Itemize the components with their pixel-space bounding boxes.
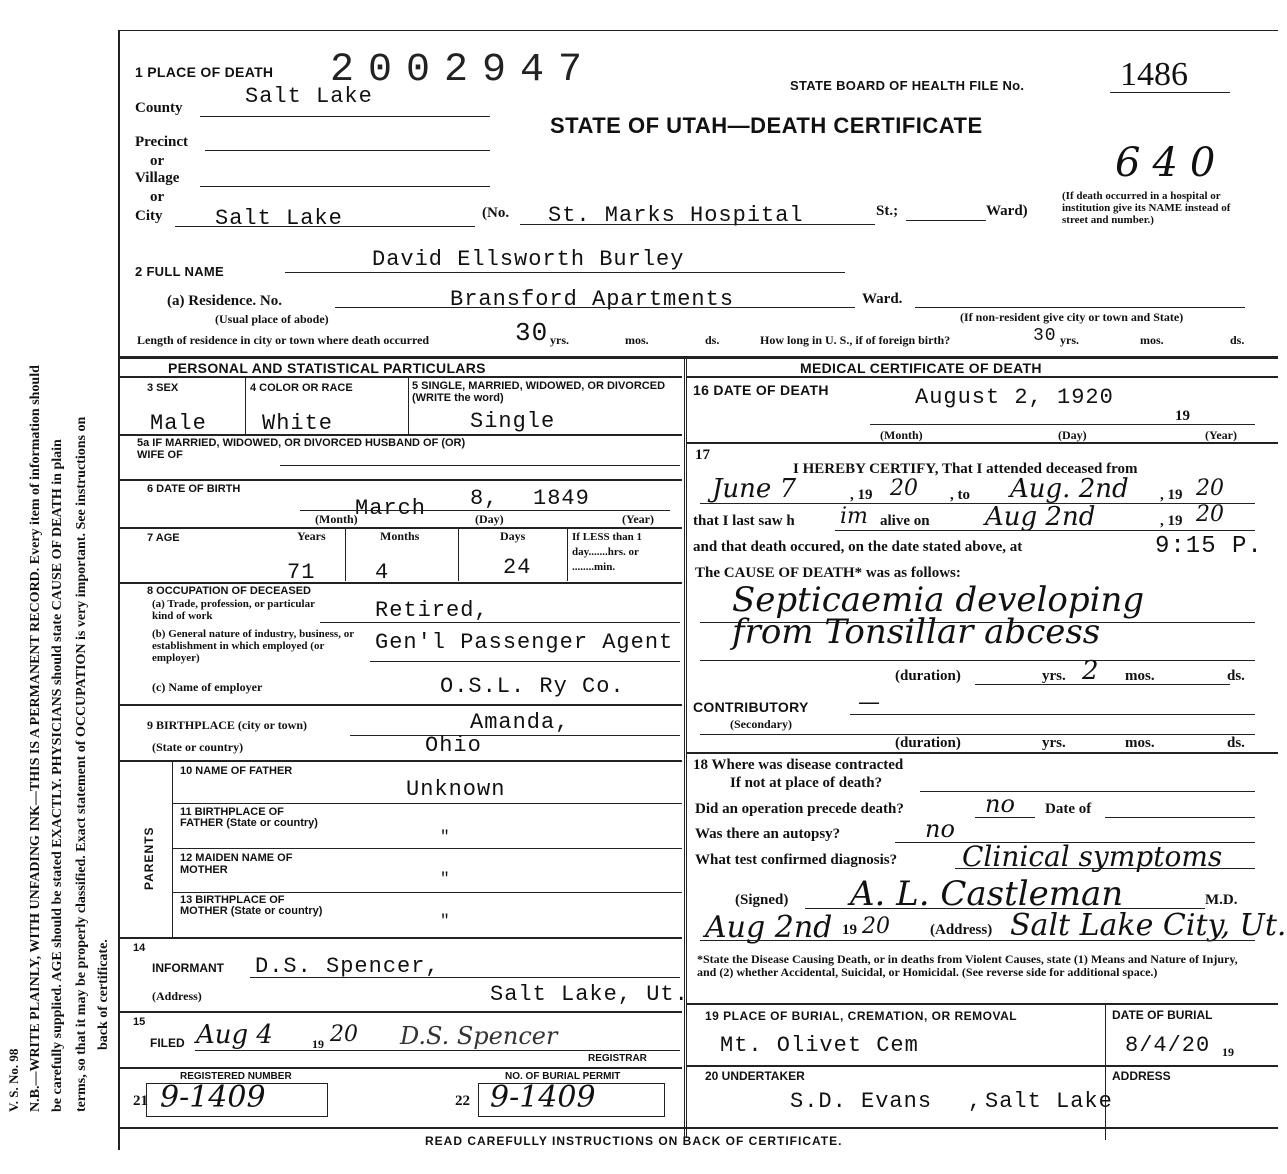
section-17-number: 17 — [695, 447, 710, 463]
doctor-address-value: Salt Lake City, Ut. — [1010, 908, 1287, 943]
certify-text: I HEREBY CERTIFY, That I attended deceased from — [793, 461, 1138, 477]
test-label: What test confirmed diagnosis? — [695, 852, 898, 868]
medical-heading: MEDICAL CERTIFICATE OF DEATH — [800, 360, 1042, 376]
vs-number: V. S. No. 98 — [6, 1048, 21, 1112]
alive-on-label: alive on — [880, 513, 930, 529]
md-label: M.D. — [1205, 892, 1238, 908]
undertaker-address-label: ADDRESS — [1112, 1069, 1171, 1083]
burial-permit-label: NO. OF BURIAL PERMIT — [505, 1071, 621, 1082]
margin-line-1: N.B.—WRITE PLAINLY, WITH UNFADING INK—THIS IS A PERMANENT RECORD. Every item of information should — [28, 365, 43, 1112]
duration-mos: mos. — [1125, 668, 1155, 684]
margin-line-3: terms, so that it may be properly classified. Exact statement of OCCUPATION is very important. See instructions on — [74, 416, 89, 1112]
less-than-day-label: If LESS than 1 day.......hrs. or ........min. — [572, 531, 643, 573]
industry-label: (b) General nature of industry, business, or establishment in which employed (or employer) — [152, 628, 354, 664]
age-years-value: 71 — [287, 560, 316, 585]
usual-place-label: (Usual place of abode) — [215, 312, 329, 326]
spouse-label: 5a IF MARRIED, WIDOWED, OR DIVORCED HUSBAND OF (OR) WIFE OF — [137, 437, 466, 461]
date-of-death-value: August 2, 1920 — [915, 385, 1114, 410]
birthplace-label: 9 BIRTHPLACE (city or town) — [147, 718, 308, 732]
attended-from-value: June 7 — [712, 474, 797, 504]
informant-address-value: Salt Lake, Ut. — [490, 982, 689, 1007]
color-value: White — [262, 411, 334, 436]
no-label: (No. — [482, 205, 510, 221]
registrar-signature: D.S. Spencer — [400, 1022, 558, 1050]
dob-year-caption: (Year) — [622, 512, 654, 526]
hospital-note: (If death occurred in a hospital or institution give its NAME instead of street and number.) — [1062, 190, 1231, 226]
operation-value: no — [985, 790, 1015, 818]
undertaker-label: 20 UNDERTAKER — [705, 1069, 805, 1083]
duration-mos-2: mos. — [1125, 735, 1155, 751]
dob-label: 6 DATE OF BIRTH — [147, 483, 241, 495]
color-label: 4 COLOR OR RACE — [250, 382, 353, 394]
father-value: Unknown — [406, 777, 506, 802]
father-birthplace-label: 11 BIRTHPLACE OF FATHER (State or country) — [180, 806, 318, 829]
filed-year-value: 20 — [330, 1022, 358, 1047]
marital-value: Single — [470, 409, 556, 434]
duration-label-2: (duration) — [895, 735, 961, 751]
burial-date-value: 8/4/20 — [1125, 1033, 1211, 1058]
foreign-label: How long in U. S., if of foreign birth? — [760, 333, 951, 347]
village-label: Village — [135, 170, 180, 186]
personal-heading: PERSONAL AND STATISTICAL PARTICULARS — [168, 360, 486, 376]
last-saw-label: that I last saw h — [693, 513, 795, 529]
father-birthplace-value: " — [440, 828, 451, 846]
registered-number-value: 9-1409 — [160, 1080, 266, 1115]
age-years-label: Years — [297, 529, 326, 543]
section-15-number: 15 — [133, 1016, 146, 1028]
dob-year-value: 1849 — [533, 486, 590, 511]
q18-label: 18 Where was disease contracted — [693, 757, 904, 773]
age-days-label: Days — [500, 529, 526, 543]
last-saw-h-value: im — [840, 504, 868, 529]
or-label-1: or — [150, 153, 165, 169]
last-saw-date-value: Aug 2nd — [985, 502, 1096, 532]
death-19: 19 — [1175, 408, 1190, 424]
certificate-title: STATE OF UTAH—DEATH CERTIFICATE — [550, 113, 983, 138]
time-of-death-value: 9:15 P. — [1155, 533, 1263, 560]
attended-19b: , 19 — [1160, 487, 1183, 503]
cause-line-1: Septicaemia developing — [732, 580, 1145, 620]
date-of-label: Date of — [1045, 801, 1092, 817]
birthplace-city-value: Amanda, — [470, 710, 570, 735]
length-residence-label: Length of residence in city or town where death occurred — [137, 333, 430, 347]
burial-date-label: DATE OF BURIAL — [1112, 1008, 1213, 1022]
attended-to-value: Aug. 2nd — [1010, 474, 1129, 504]
age-months-label: Months — [380, 529, 420, 543]
burial-place-label: 19 PLACE OF BURIAL, CREMATION, OR REMOVAL — [705, 1009, 1018, 1023]
date-of-death-label: 16 DATE OF DEATH — [693, 382, 829, 398]
duration-ds: ds. — [1227, 668, 1245, 684]
handwritten-number: 640 — [1115, 140, 1228, 186]
attended-19a: , 19 — [850, 487, 873, 503]
duration-value: 2 — [1082, 656, 1099, 686]
st-label: St.; — [876, 203, 899, 219]
length-yrs: yrs. — [550, 333, 569, 347]
contributory-label: CONTRIBUTORY — [693, 699, 809, 715]
footer-instructions: READ CAREFULLY INSTRUCTIONS ON BACK OF CERTIFICATE. — [425, 1134, 843, 1148]
death-year-caption: (Year) — [1205, 428, 1237, 442]
column-divider — [684, 358, 687, 1138]
registrar-label: REGISTRAR — [588, 1053, 647, 1064]
q18-sub-label: If not at place of death? — [730, 775, 883, 791]
cause-line-2: from Tonsillar abcess — [732, 612, 1101, 652]
autopsy-value: no — [925, 815, 955, 843]
foreign-yrs: yrs. — [1060, 333, 1079, 347]
sex-label: 3 SEX — [147, 382, 179, 394]
employer-value: O.S.L. Ry Co. — [440, 674, 625, 699]
parents-label: PARENTS — [142, 826, 156, 890]
signed-date-value: Aug 2nd — [705, 910, 833, 945]
contributory-value: — — [858, 690, 880, 715]
secondary-label: (Secondary) — [730, 717, 792, 731]
filed-19: 19 — [312, 1037, 324, 1051]
mother-label: 12 MAIDEN NAME OF MOTHER — [180, 852, 293, 876]
file-no: 1486 — [1120, 56, 1188, 93]
last-saw-year: 20 — [1196, 502, 1224, 527]
street-value: St. Marks Hospital — [548, 203, 804, 228]
dob-month-value: March — [355, 496, 427, 521]
undertaker-address-value: Salt Lake — [985, 1089, 1113, 1114]
duration-ds-2: ds. — [1227, 735, 1245, 751]
age-days-value: 24 — [503, 555, 532, 580]
registered-number-label: REGISTERED NUMBER — [180, 1071, 292, 1082]
city-label: City — [135, 208, 163, 224]
burial-permit-value: 9-1409 — [490, 1080, 596, 1115]
industry-value: Gen'l Passenger Agent — [375, 630, 674, 655]
burial-19: 19 — [1222, 1045, 1234, 1059]
precinct-label: Precinct — [135, 134, 189, 150]
birthplace-state-label: (State or country) — [152, 740, 244, 754]
sex-value: Male — [150, 411, 207, 436]
full-name-label: 2 FULL NAME — [135, 264, 225, 279]
undertaker-value: S.D. Evans — [790, 1089, 933, 1114]
residence-value: Bransford Apartments — [450, 287, 735, 312]
dob-day-value: 8, — [470, 486, 499, 511]
attended-from-year: 20 — [890, 476, 918, 501]
occupation-label: 8 OCCUPATION OF DECEASED — [147, 585, 311, 597]
operation-label: Did an operation precede death? — [695, 801, 904, 817]
foreign-mos: mos. — [1140, 333, 1164, 347]
mother-value: " — [440, 870, 451, 888]
section-21-number: 21 — [133, 1093, 148, 1109]
autopsy-label: Was there an autopsy? — [695, 826, 841, 842]
section-22-number: 22 — [455, 1093, 470, 1109]
informant-label: INFORMANT — [152, 961, 224, 975]
trade-label: (a) Trade, profession, or particular kind of work — [152, 598, 315, 622]
signed-label: (Signed) — [735, 892, 789, 908]
stamped-number: 2002947 — [330, 48, 597, 93]
length-mos: mos. — [625, 333, 649, 347]
mother-birthplace-label: 13 BIRTHPLACE OF MOTHER (State or country) — [180, 894, 323, 917]
cause-label: The CAUSE OF DEATH* was as follows: — [695, 565, 961, 581]
place-of-death-label: 1 PLACE OF DEATH — [135, 64, 274, 80]
doctor-address-label: (Address) — [930, 922, 993, 938]
filed-date-value: Aug 4 — [196, 1020, 273, 1050]
signed-19: 19 — [842, 922, 857, 938]
informant-address-label: (Address) — [152, 989, 202, 1003]
dob-day-caption: (Day) — [475, 512, 504, 526]
file-no-label: STATE BOARD OF HEALTH FILE No. — [790, 78, 1025, 93]
attended-to-year: 20 — [1196, 476, 1224, 501]
birthplace-state-value: Ohio — [425, 733, 482, 758]
foreign-ds: ds. — [1230, 333, 1245, 347]
undertaker-comma: , — [968, 1089, 983, 1114]
duration-yrs-2: yrs. — [1042, 735, 1066, 751]
death-month-caption: (Month) — [880, 428, 923, 442]
duration-label: (duration) — [895, 668, 961, 684]
margin-line-2: be carefully supplied. AGE should be stated EXACTLY. PHYSICIANS should state CAUSE OF DEATH in plain — [50, 439, 65, 1112]
length-years-value: 30 — [515, 318, 549, 348]
informant-value: D.S. Spencer, — [255, 954, 440, 979]
marital-label: 5 SINGLE, MARRIED, WIDOWED, OR DIVORCED (WRITE the word) — [412, 380, 666, 404]
attended-to-label: , to — [950, 487, 970, 503]
age-months-value: 4 — [375, 560, 390, 585]
doctor-signature: A. L. Castleman — [850, 874, 1124, 914]
nonresident-note: (If non-resident give city or town and State) — [960, 310, 1184, 324]
filed-label: FILED — [150, 1036, 185, 1050]
county-label: County — [135, 100, 183, 116]
city-value: Salt Lake — [215, 206, 343, 231]
trade-value: Retired, — [375, 598, 489, 623]
employer-label: (c) Name of employer — [152, 680, 263, 694]
foreign-years-value: 30 — [1033, 326, 1057, 346]
burial-place-value: Mt. Olivet Cem — [720, 1033, 919, 1058]
residence-label: (a) Residence. No. — [167, 293, 282, 309]
frame-left — [118, 30, 120, 1150]
frame-top — [118, 30, 1278, 31]
dob-month-caption: (Month) — [315, 512, 358, 526]
duration-yrs: yrs. — [1042, 668, 1066, 684]
age-label: 7 AGE — [147, 532, 180, 544]
length-ds: ds. — [705, 333, 720, 347]
county-value: Salt Lake — [245, 84, 373, 109]
test-value: Clinical symptoms — [962, 840, 1223, 873]
death-occured-text: and that death occured, on the date stated above, at — [693, 539, 1023, 555]
last-saw-19: , 19 — [1160, 513, 1183, 529]
death-day-caption: (Day) — [1058, 428, 1087, 442]
residence-ward-label: Ward. — [862, 291, 903, 307]
mother-birthplace-value: " — [440, 912, 451, 930]
full-name-value: David Ellsworth Burley — [372, 247, 685, 272]
margin-line-4: back of certificate. — [96, 939, 111, 1050]
signed-year-value: 20 — [862, 914, 890, 939]
section-14-number: 14 — [133, 942, 146, 954]
ward-label: Ward) — [986, 203, 1028, 219]
father-label: 10 NAME OF FATHER — [180, 765, 293, 777]
footnote: *State the Disease Causing Death, or in deaths from Violent Causes, state (1) Means and Nature of Injury, and (2) whether Accidental, Suicidal, or Homicidal. (See reverse side for additional space.) — [697, 952, 1238, 979]
or-label-2: or — [150, 189, 165, 205]
